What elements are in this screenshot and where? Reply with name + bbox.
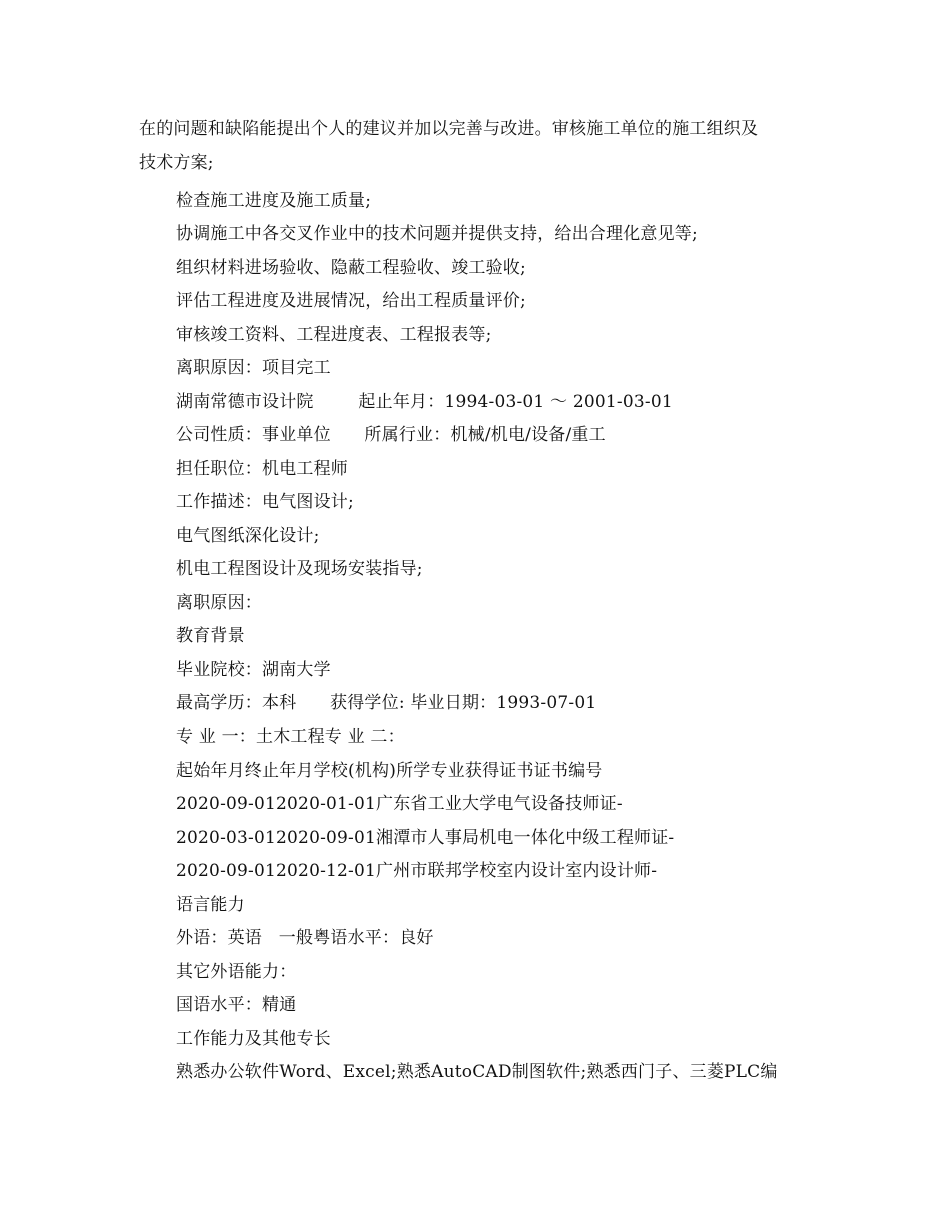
company-nature-line: 公司性质：事业单位 所属行业：机械/机电/设备/重工 [176,425,606,445]
section-heading-skills: 工作能力及其他专长 [176,1029,331,1049]
section-heading-language: 语言能力 [176,895,245,915]
duty-item: 评估工程进度及进展情况，给出工程质量评价; [176,291,526,311]
duty-item: 审核竣工资料、工程进度表、工程报表等; [176,325,492,345]
certificate-row: 2020-09-012020-12-01广州市联邦学校室内设计室内设计师- [176,861,658,881]
major-line: 专 业 一：土木工程专 业 二： [176,727,405,747]
language-line: 国语水平：精通 [176,995,297,1015]
employer-line: 湖南常德市设计院 起止年月：1994-03-01 ～ 2001-03-01 [176,392,673,412]
language-line: 外语：英语 一般粤语水平：良好 [176,928,434,948]
duty-item: 组织材料进场验收、隐蔽工程验收、竣工验收; [176,258,526,278]
leave-reason: 离职原因：项目完工 [176,358,331,378]
certificate-row: 2020-03-012020-09-01湘潭市人事局机电一体化中级工程师证- [176,828,675,848]
degree-line: 最高学历：本科 获得学位: 毕业日期：1993-07-01 [176,693,597,713]
paragraph-line: 技术方案; [139,153,214,173]
school-line: 毕业院校：湖南大学 [176,660,331,680]
certificate-row: 2020-09-012020-01-01广东省工业大学电气设备技师证- [176,794,623,814]
skills-line: 熟悉办公软件Word、Excel;熟悉AutoCAD制图软件;熟悉西门子、三菱PLC编 [176,1062,778,1082]
job-description-line: 工作描述：电气图设计; [176,492,354,512]
job-description-line: 电气图纸深化设计; [176,526,320,546]
job-description-line: 机电工程图设计及现场安装指导; [176,559,423,579]
paragraph-line: 在的问题和缺陷能提出个人的建议并加以完善与改进。审核施工单位的施工组织及 [139,119,759,139]
duty-item: 协调施工中各交叉作业中的技术问题并提供支持，给出合理化意见等; [176,224,698,244]
certificate-header: 起始年月终止年月学校(机构)所学专业获得证书证书编号 [176,761,603,781]
leave-reason: 离职原因： [176,593,262,613]
section-heading-education: 教育背景 [176,626,245,646]
position-line: 担任职位：机电工程师 [176,459,348,479]
language-line: 其它外语能力： [176,962,297,982]
duty-item: 检查施工进度及施工质量; [176,191,372,211]
